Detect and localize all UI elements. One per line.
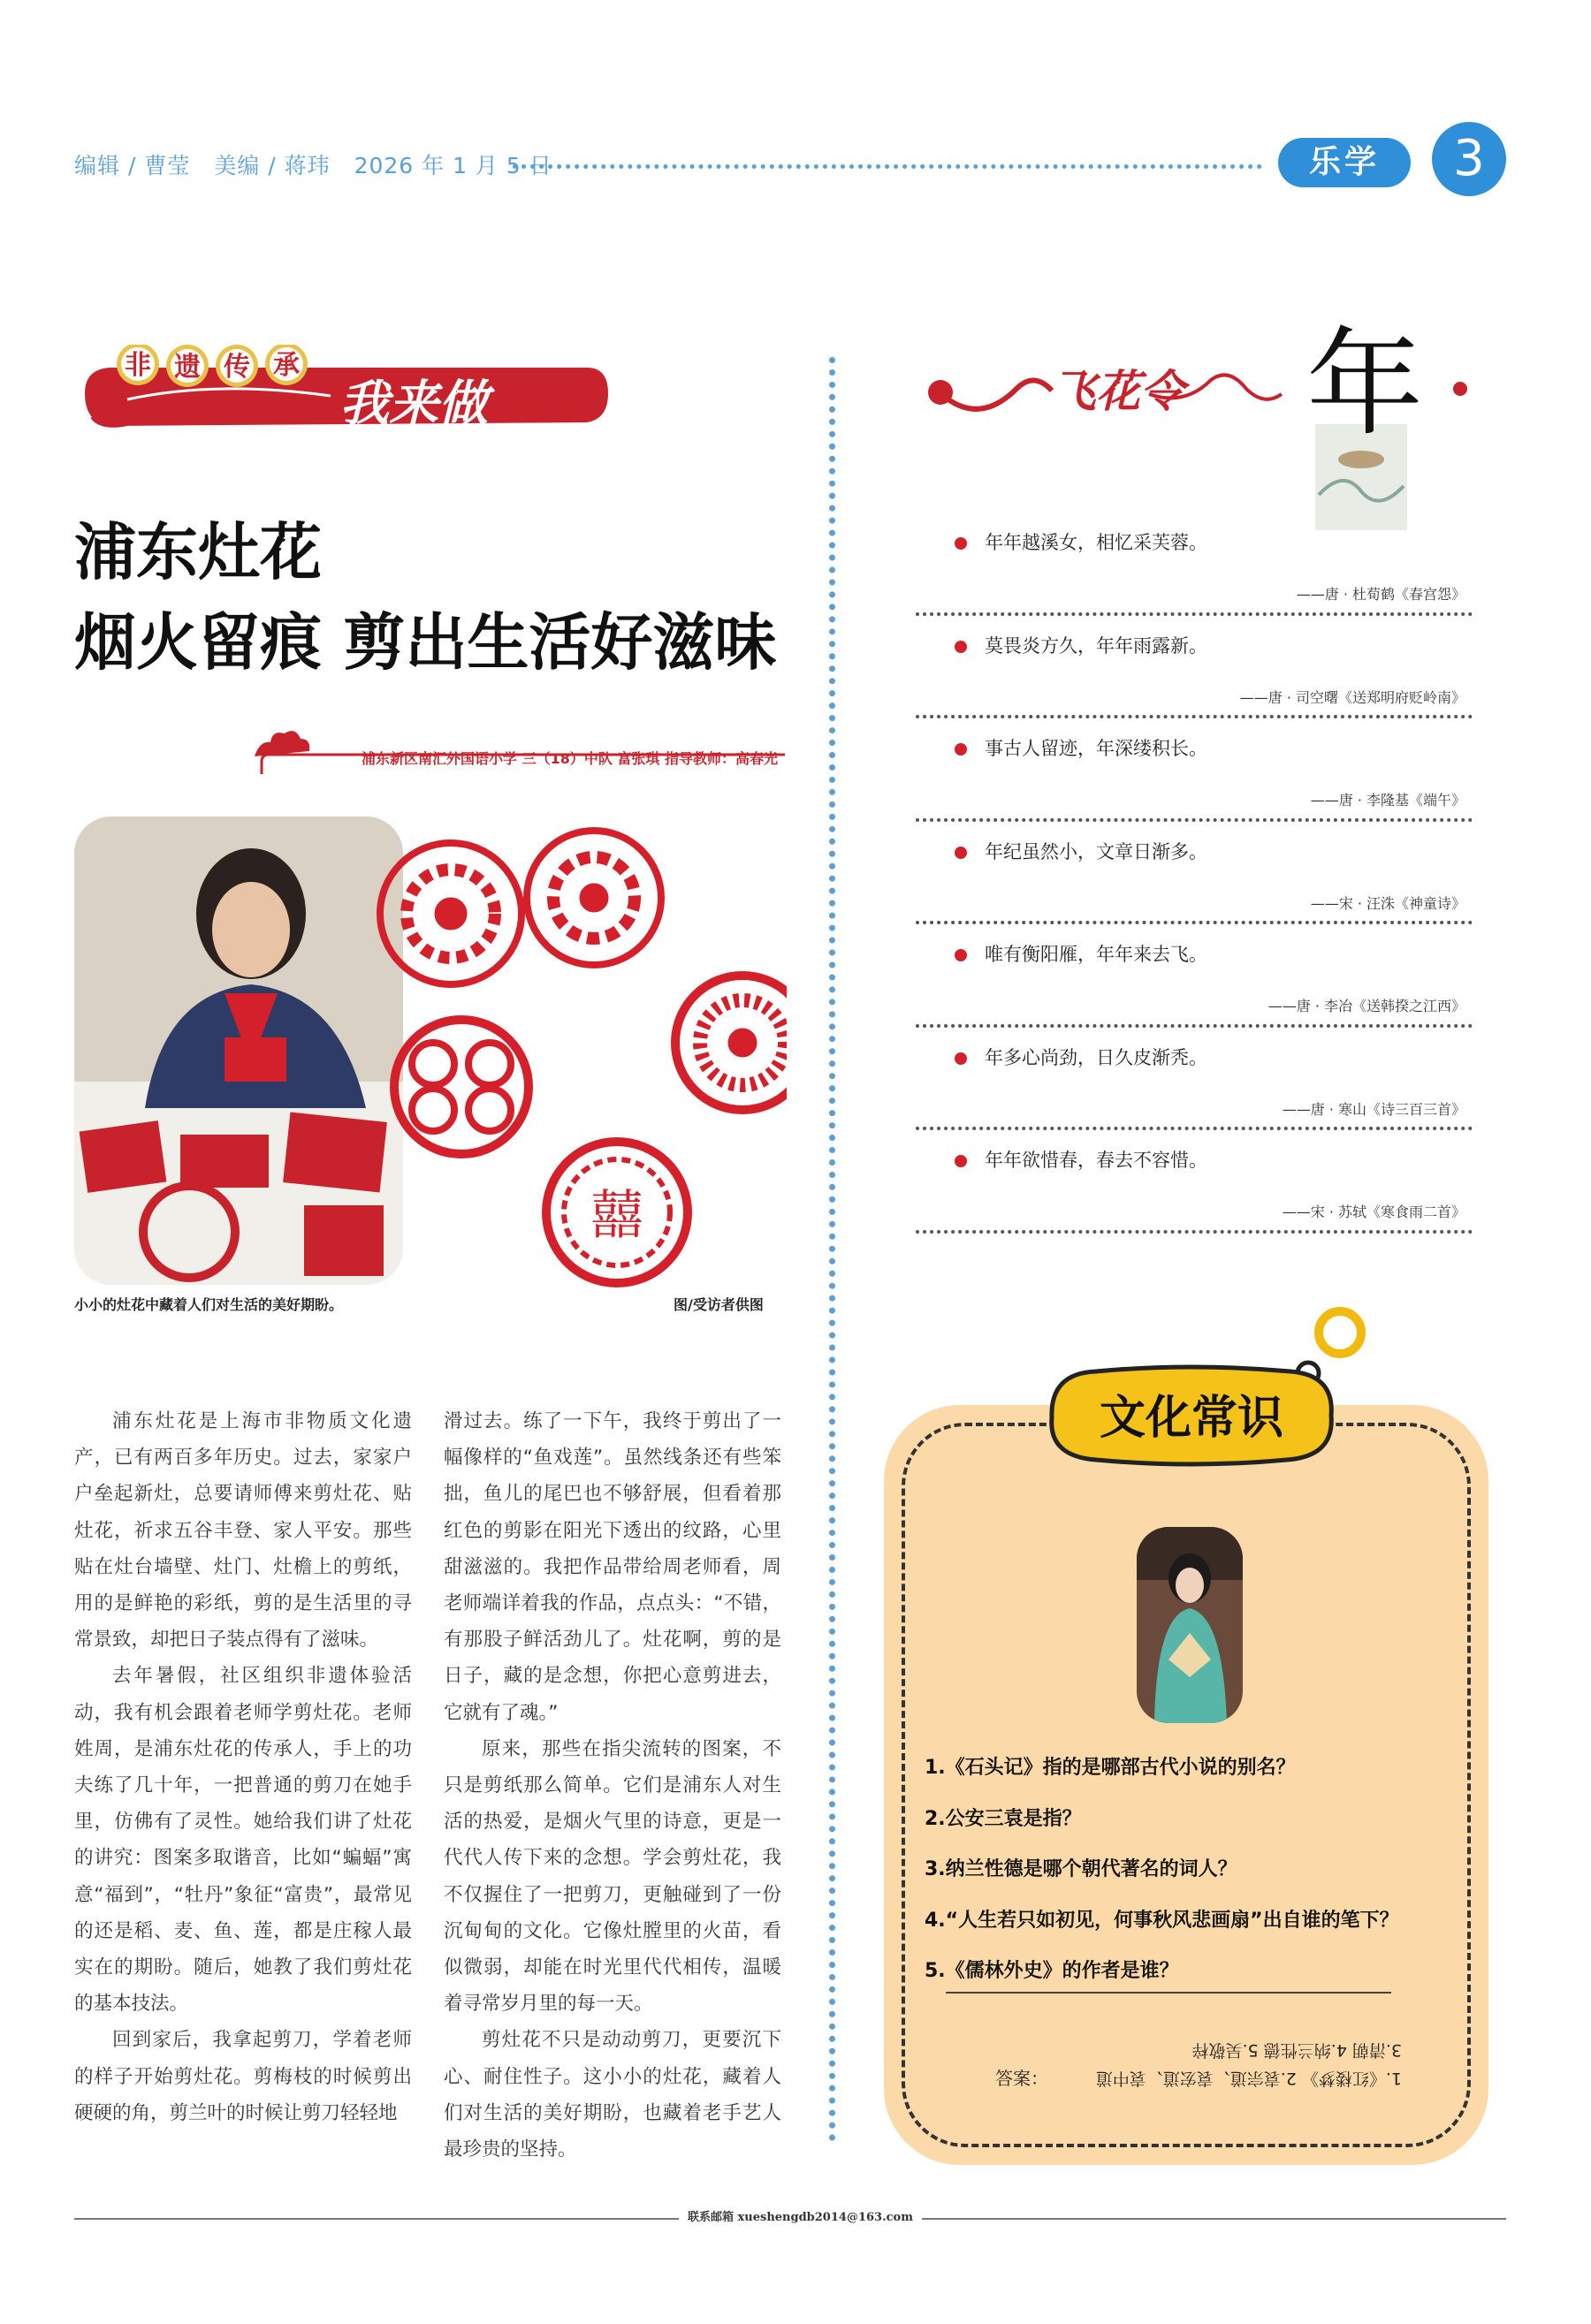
article-column-1 (74, 1403, 412, 2172)
article-body (74, 1403, 781, 2172)
bullet-dot (955, 1155, 967, 1167)
article-title (74, 507, 776, 687)
bullet-dot (955, 949, 967, 961)
banner-char-2: 遗 (174, 352, 201, 383)
paragraph: 回到家后，我拿起剪刀，学着老师的样子开始剪灶花。剪梅枝的时候剪出硬硬的角，剪兰叶的时候让剪刀轻轻地 (74, 2029, 412, 2124)
column-divider (829, 357, 835, 2142)
answer-text-inverted (1066, 2036, 1402, 2092)
poem-item (916, 1028, 1473, 1131)
poem-source: ——唐 · 杜荀鹤《春宫怨》 (1296, 586, 1465, 603)
title-line-2: 烟火留痕 剪出生活好滋味 (74, 606, 777, 679)
bullet-dot (955, 847, 967, 859)
quiz-question: 2.公安三袁是指？ (925, 1807, 1082, 1830)
quiz-question: 3.纳兰性德是哪个朝代著名的词人？ (925, 1858, 1237, 1881)
feihualing-keyword: 年 (1306, 318, 1423, 452)
lady-illustration (1137, 1527, 1243, 1723)
banner-slogan: 我来做 (339, 376, 488, 433)
paragraph: 滑过去。练了一下午，我终于剪出了一幅像样的“鱼戏莲”。虽然线条还有些笨拙，鱼儿的尾巴也不够舒展，但看着那红色的剪影在阳光下透出的纹路，心里甜滋滋的。我把作品带给周老师看，周老师端详着我的作品，点点头：“不错，有那股子鲜活劲儿了。灶花啊，剪的是日子，藏的是念想，你把心意剪进去，它就有了魂。” (444, 1410, 781, 1724)
paragraph: 去年暑假，社区组织非遗体验活动，我有机会跟着老师学剪灶花。老师姓周，是浦东灶花的传承人，手上的功夫练了几十年，一把普通的剪刀在她手里，仿佛有了灵性。她给我们讲了灶花的讲究：图案多取谐音，比如“蝙蝠”寓意“福到”，“牡丹”象征“富贵”，最常见的还是稻、麦、鱼、莲，都是庄稼人最实在的期盼。随后，她教了我们剪灶花的基本技法。 (74, 1665, 412, 2016)
poem-item (916, 513, 1473, 616)
poem-item (916, 924, 1473, 1028)
student-photo (74, 816, 403, 1285)
poem-line: 莫畏炎方久，年年雨露新。 (985, 634, 1207, 657)
bullet-dot (955, 641, 967, 653)
photo-credit: 图/受访者供图 (674, 1296, 764, 1313)
poem-source: ——唐 · 司空曙《送郑明府贬岭南》 (1239, 688, 1465, 706)
banner-char-3: 传 (224, 352, 250, 383)
poem-item (916, 822, 1473, 925)
poem-item (916, 616, 1473, 719)
paragraph: 浦东灶花是上海市非物质文化遗产，已有两百多年历史。过去，家家户户垒起新灶，总要请师傅来剪灶花、贴灶花，祈求五谷丰登、家人平安。那些贴在灶台墙壁、灶门、灶檐上的剪纸，用的是鲜艳的彩纸，剪的是生活里的寻常景致，却把日子装点得有了滋味。 (74, 1410, 412, 1652)
quiz-question: 1.《石头记》指的是哪部古代小说的别名？ (925, 1757, 1296, 1779)
art-editor-credit: 美编 / 蒋玮 (214, 153, 331, 178)
heritage-banner (74, 345, 613, 442)
poem-source: ——唐 · 李冶《送韩揆之江西》 (1267, 998, 1465, 1014)
answer-line-1: 1.《红楼梦》 2.袁宗道、袁宏道、袁中道 (1095, 2069, 1402, 2088)
bullet-dot (955, 537, 967, 550)
quiz-questions (925, 1743, 1464, 1997)
poem-line: 唯有衡阳雁，年年来去飞。 (985, 944, 1207, 965)
poem-source: ——唐 · 寒山《诗三百三首》 (1282, 1100, 1465, 1118)
poem-item (916, 718, 1473, 822)
bullet-dot (955, 1052, 967, 1065)
paper-cut-illustrations (362, 825, 787, 1294)
editor-credit: 编辑 / 曹莹 (74, 153, 191, 178)
article-column-2 (444, 1403, 781, 2172)
poem-line: 年年欲惜春，春去不容惜。 (985, 1150, 1207, 1171)
photo-caption: 小小的灶花中藏着人们对生活的美好期盼。 (74, 1296, 344, 1313)
poem-line: 年多心尚劲，日久皮渐秃。 (985, 1046, 1207, 1068)
page-number: 3 (1432, 122, 1506, 196)
answer-divider (946, 1992, 1391, 1994)
paragraph: 原来，那些在指尖流转的图案，不只是剪纸那么简单。它们是浦东人对生活的热爱，是烟火气里的诗意，更是一代代人传下来的念想。学会剪灶花，我不仅握住了一把剪刀，更触碰到了一份沉甸甸的文化。它像灶膛里的火苗，看似微弱，却能在时光里代代相传，温暖着寻常岁月里的每一天。 (444, 1737, 781, 2016)
banner-char-4: 承 (273, 350, 300, 381)
article-byline: 浦东新区南汇外国语小学 三（18）中队 富张琪 指导教师：高春光 (362, 750, 778, 767)
poem-line: 事古人留迹，年深缕积长。 (985, 738, 1207, 759)
quiz-question: 4.“人生若只如初见，何事秋风悲画扇”出自谁的笔下？ (925, 1909, 1399, 1932)
poem-list (916, 513, 1473, 1234)
poem-line: 年年越溪女，相忆采芙蓉。 (985, 532, 1207, 553)
feihualing-label: 飞花令 (1052, 366, 1184, 417)
culture-title: 文化常识 (1099, 1392, 1284, 1445)
culture-title-badge (1043, 1361, 1340, 1469)
poem-line: 年纪虽然小，文章日渐多。 (985, 840, 1207, 862)
masthead-credits (74, 148, 568, 180)
poem-source: ——宋 · 汪洙《神童诗》 (1310, 894, 1465, 912)
answer-label: 答案： (995, 2068, 1048, 2089)
header-divider (513, 164, 1262, 169)
section-label: 乐学 (1278, 138, 1411, 187)
poem-item (916, 1130, 1473, 1234)
poem-source: ——宋 · 苏轼《寒食雨二首》 (1282, 1204, 1465, 1220)
footer-contact: 联系邮箱 xueshengdb2014@163.com (679, 2207, 922, 2224)
quiz-question: 5.《儒林外史》的作者是谁？ (925, 1960, 1179, 1983)
answer-line-2: 3.清朝 4.纳兰性德 5.吴敬梓 (1191, 2040, 1402, 2060)
title-line-1: 浦东灶花 (74, 516, 322, 589)
svg-text:囍: 囍 (590, 1185, 643, 1247)
poem-source: ——唐 · 李隆基《端午》 (1310, 792, 1465, 809)
bullet-dot (955, 743, 967, 756)
banner-char-1: 非 (125, 350, 151, 381)
issue-date: 2026 年 1 月 5 日 (354, 153, 552, 178)
paragraph: 剪灶花不只是动动剪刀，更要沉下心、耐住性子。这小小的灶花，藏着人们对生活的美好期盼，也藏着老手艺人最珍贵的坚持。 (444, 2029, 781, 2161)
